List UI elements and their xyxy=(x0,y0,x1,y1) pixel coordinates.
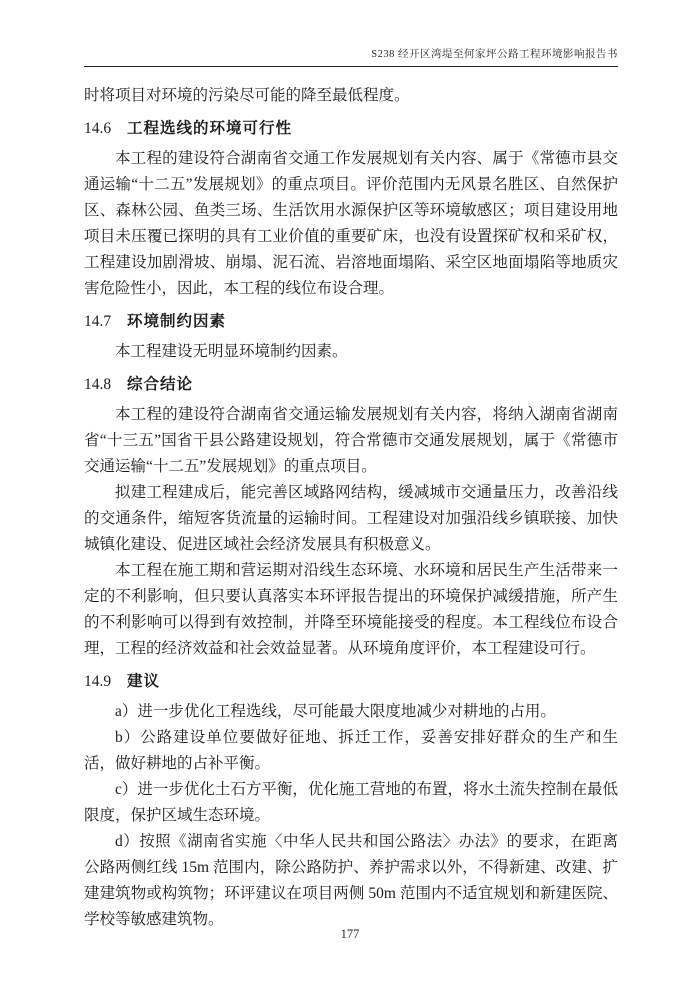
section-title: 环境制约因素 xyxy=(127,313,227,330)
document-body xyxy=(84,83,618,933)
paragraph: 拟建工程建成后，能完善区域路网结构，缓减城市交通量压力，改善沿线的交通条件，缩短客货流量的运输时间。工程建设对加强沿线乡镇联接、加快城镇化建设、促进区域社会经济发展具有积极意义。 xyxy=(84,484,618,553)
running-header-title: S238 经开区湾堤至何家坪公路工程环境影响报告书 xyxy=(371,49,618,60)
section-number: 14.8 xyxy=(84,376,112,393)
paragraph: 本工程的建设符合湖南省交通运输发展规划有关内容，将纳入湖南省湖南省“十三五”国省干县公路建设规划，符合常德市交通发展规划，属于《常德市交通运输“十二五”发展规划》的重点项目。 xyxy=(84,406,618,475)
paragraph: 本工程的建设符合湖南省交通工作发展规划有关内容、属于《常德市县交通运输“十二五”发展规划》的重点项目。评价范围内无风景名胜区、自然保护区、森林公园、鱼类三场、生活饮用水源保护区等环境敏感区；项目建设用地项目未压覆已探明的具有工业价值的重要矿床，也没有设置探矿权和采矿权，工程建设加剧滑坡、崩塌、泥石流、岩溶地面塌陷、采空区地面塌陷等地质灾害危险性小，因此，本工程的线位布设合理。 xyxy=(84,150,618,297)
paragraph-item-b: b）公路建设单位要做好征地、拆迁工作，妥善安排好群众的生产和生活，做好耕地的占补平衡。 xyxy=(84,729,618,772)
section-number: 14.9 xyxy=(84,673,112,690)
page-number: 177 xyxy=(340,927,360,941)
section-title: 综合结论 xyxy=(127,376,194,393)
paragraph: 本工程在施工期和营运期对沿线生态环境、水环境和居民生产生活带来一定的不利影响，但只要认真落实本环评报告提出的环境保护减缓措施，所产生的不利影响可以得到有效控制，并降至环境能接受的程度。本工程线位布设合理，工程的经济效益和社会效益显著。从环境角度评价，本工程建设可行。 xyxy=(84,562,618,657)
section-number: 14.7 xyxy=(84,313,112,330)
paragraph-item-c: c）进一步优化土石方平衡，优化施工营地的布置，将水土流失控制在最低限度，保护区域生态环境。 xyxy=(84,781,618,824)
page-footer xyxy=(0,925,700,943)
section-heading-14-6 xyxy=(84,116,618,142)
paragraph-item-a: a）进一步优化工程选线，尽可能最大限度地减少对耕地的占用。 xyxy=(115,703,556,720)
paragraph: 本工程建设无明显环境制约因素。 xyxy=(115,343,348,360)
section-title: 建议 xyxy=(127,673,161,690)
section-number: 14.6 xyxy=(84,120,112,137)
section-title: 工程选线的环境可行性 xyxy=(127,120,293,137)
section-heading-14-7 xyxy=(84,309,618,335)
section-heading-14-9 xyxy=(84,669,618,695)
running-header xyxy=(84,46,618,67)
paragraph-item-d: d）按照《湖南省实施〈中华人民共和国公路法〉办法》的要求，在距离公路两侧红线 15m 范围内，除公路防护、养护需求以外，不得新建、改建、扩建建筑物或构筑物；环评建议在项目两侧 50m 范围内不适宜规划和新建医院、学校等敏感建筑物。 xyxy=(84,833,618,928)
section-heading-14-8 xyxy=(84,372,618,398)
paragraph-continuation: 时将项目对环境的污染尽可能的降至最低程度。 xyxy=(84,87,410,104)
